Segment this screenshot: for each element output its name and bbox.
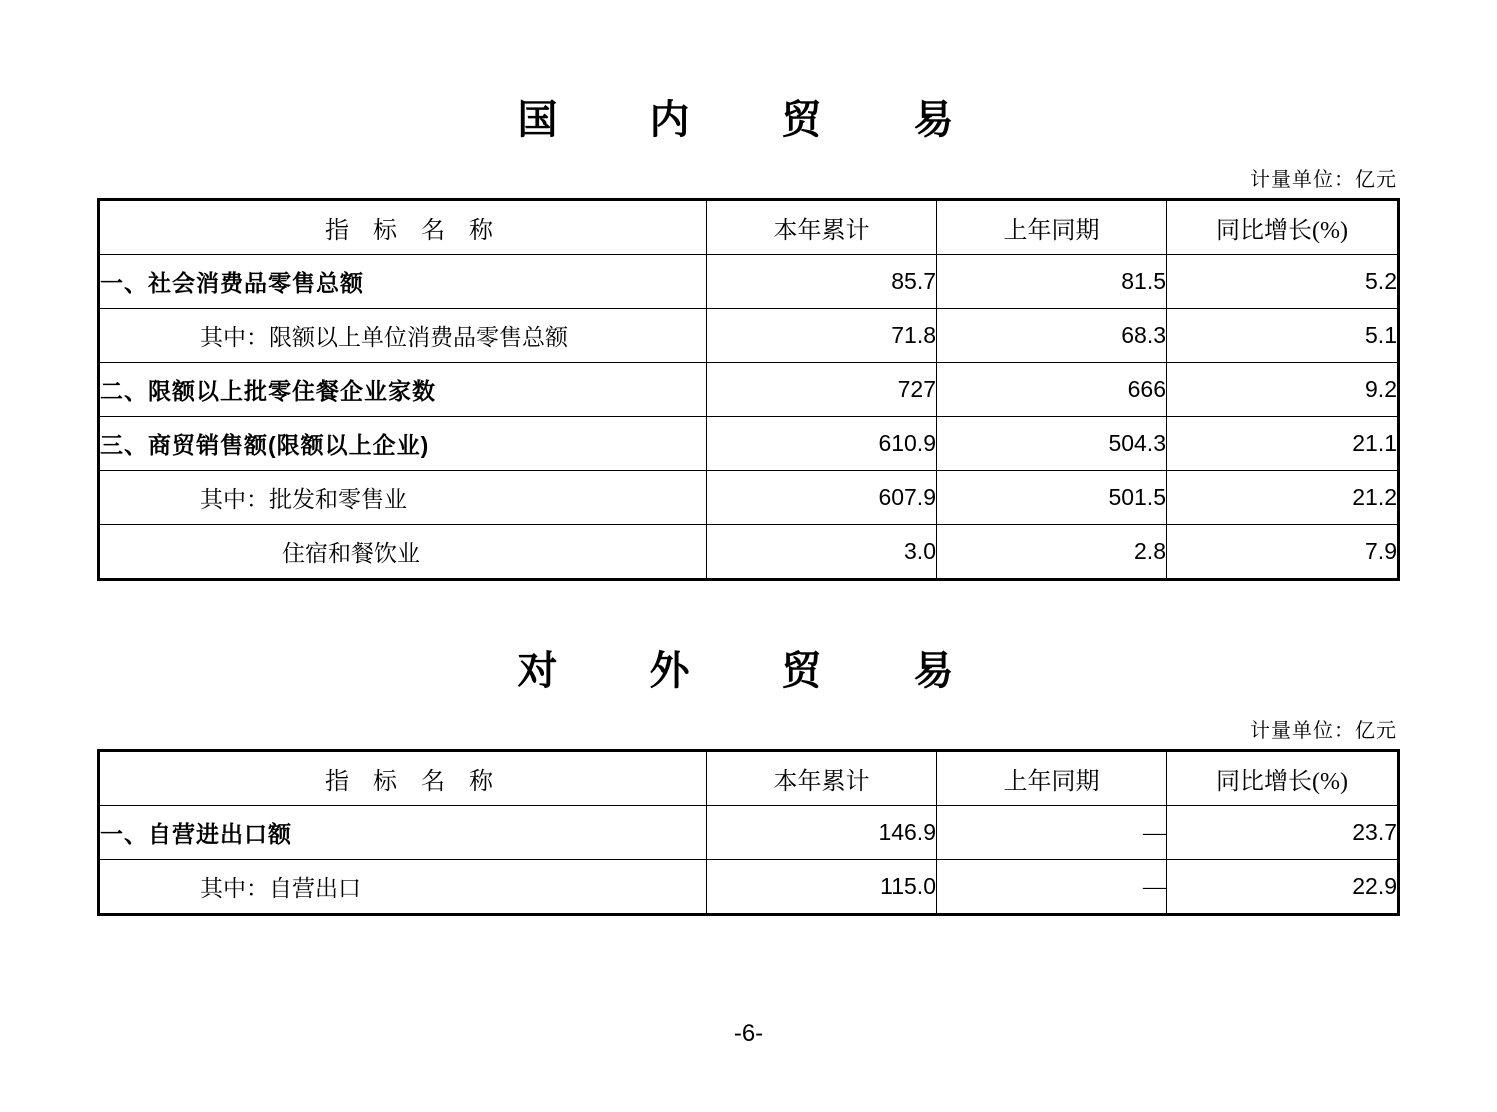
row-current-value: 607.9 <box>707 471 937 525</box>
table-row <box>99 417 1399 471</box>
row-previous-value: 68.3 <box>937 309 1167 363</box>
table-row <box>99 363 1399 417</box>
row-label: 二、限额以上批零住餐企业家数 <box>99 363 707 417</box>
row-current-value: 115.0 <box>707 860 937 915</box>
table-row <box>99 806 1399 860</box>
column-header-previous: 上年同期 <box>937 751 1167 806</box>
row-growth-value: 5.1 <box>1167 309 1399 363</box>
row-label: 其中：自营出口 <box>99 860 707 915</box>
table-header-row <box>99 751 1399 806</box>
domestic-trade-table <box>97 198 1400 581</box>
row-growth-value: 23.7 <box>1167 806 1399 860</box>
row-previous-value: 666 <box>937 363 1167 417</box>
row-current-value: 85.7 <box>707 255 937 309</box>
table-row <box>99 255 1399 309</box>
row-growth-value: 21.2 <box>1167 471 1399 525</box>
column-header-current: 本年累计 <box>707 200 937 255</box>
row-growth-value: 22.9 <box>1167 860 1399 915</box>
foreign-trade-table <box>97 749 1400 916</box>
row-current-value: 71.8 <box>707 309 937 363</box>
row-label: 住宿和餐饮业 <box>99 525 707 580</box>
row-label: 其中：限额以上单位消费品零售总额 <box>99 309 707 363</box>
row-current-value: 610.9 <box>707 417 937 471</box>
unit-label-foreign-trade: 计量单位：亿元 <box>1250 720 1397 742</box>
table-row <box>99 860 1399 915</box>
row-label: 其中：批发和零售业 <box>99 471 707 525</box>
column-header-current: 本年累计 <box>707 751 937 806</box>
row-label: 一、社会消费品零售总额 <box>99 255 707 309</box>
page-number: -6- <box>733 1020 764 1047</box>
column-header-growth: 同比增长(%) <box>1167 200 1399 255</box>
table-row <box>99 471 1399 525</box>
row-growth-value: 7.9 <box>1167 525 1399 580</box>
document-page <box>0 88 1497 1112</box>
section-title-foreign-trade: 对 外 贸 易 <box>517 648 980 693</box>
column-header-indicator: 指 标 名 称 <box>99 200 707 255</box>
section-title-domestic-trade: 国 内 贸 易 <box>517 97 980 142</box>
row-previous-value: 504.3 <box>937 417 1167 471</box>
row-previous-value: — <box>937 806 1167 860</box>
table-row <box>99 525 1399 580</box>
row-current-value: 146.9 <box>707 806 937 860</box>
row-growth-value: 9.2 <box>1167 363 1399 417</box>
column-header-previous: 上年同期 <box>937 200 1167 255</box>
row-growth-value: 21.1 <box>1167 417 1399 471</box>
unit-label-domestic-trade: 计量单位：亿元 <box>1250 169 1397 191</box>
row-previous-value: 501.5 <box>937 471 1167 525</box>
table-row <box>99 309 1399 363</box>
row-current-value: 3.0 <box>707 525 937 580</box>
table-header-row <box>99 200 1399 255</box>
column-header-growth: 同比增长(%) <box>1167 751 1399 806</box>
row-growth-value: 5.2 <box>1167 255 1399 309</box>
row-previous-value: — <box>937 860 1167 915</box>
row-previous-value: 81.5 <box>937 255 1167 309</box>
row-previous-value: 2.8 <box>937 525 1167 580</box>
row-label: 一、自营进出口额 <box>99 806 707 860</box>
column-header-indicator: 指 标 名 称 <box>99 751 707 806</box>
row-current-value: 727 <box>707 363 937 417</box>
row-label: 三、商贸销售额(限额以上企业) <box>99 417 707 471</box>
